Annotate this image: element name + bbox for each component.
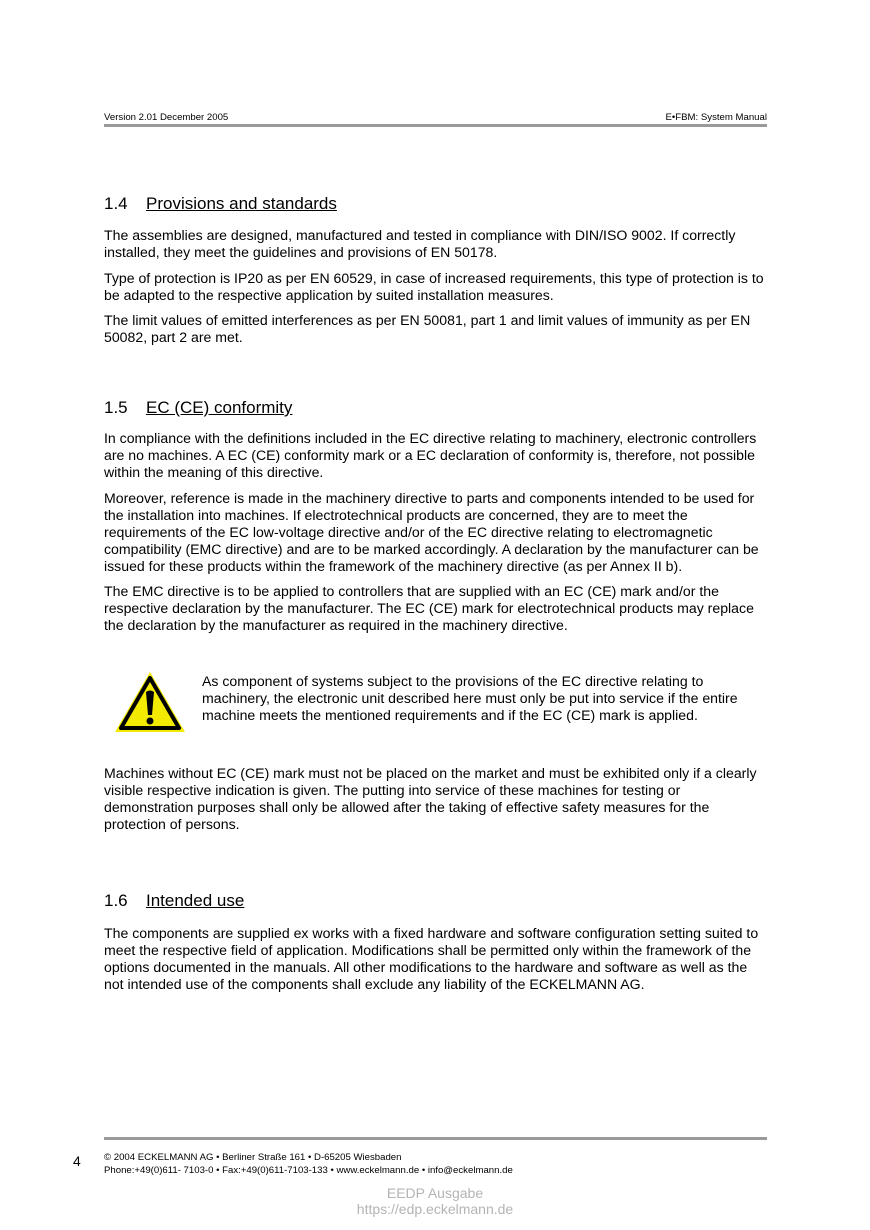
warning-text: As component of systems subject to the provisions of the EC directive relating to machinery, the electronic unit described here must only be put into service if the entire machine meets the mentioned requirements and if the EC (CE) mark is applied. — [202, 673, 738, 723]
footer-address — [104, 1151, 513, 1177]
section-number: 1.4 — [104, 194, 128, 213]
section-title: Provisions and standards — [146, 194, 337, 213]
paragraph: The EMC directive is to be applied to controllers that are supplied with an EC (CE) mark and/or the respective declaration by the manufacturer. The EC (CE) mark for electrotechnical products may replace the declaration by the manufacturer as required in the machinery directive. — [104, 583, 754, 633]
footer-line-2: Phone:+49(0)611- 7103-0 • Fax:+49(0)611-7103-133 • www.eckelmann.de • info@eckelmann.de — [104, 1165, 513, 1176]
page-number: 4 — [73, 1153, 81, 1169]
footer-rule — [104, 1137, 767, 1140]
section-body-1-5 — [104, 430, 768, 643]
section-number: 1.5 — [104, 398, 128, 417]
warning-triangle-icon — [113, 670, 187, 734]
paragraph: Moreover, reference is made in the machinery directive to parts and components intended to be used for the installation into machines. If electrotechnical products are concerned, they are to meet the requirements of the EC low-voltage directive and/or of the EC directive relating to electromagnetic compatibility (EMC directive) and are to be marked accordingly. A declaration by the manufacturer can be issued for these products within the framework of the machinery directive (as per Annex II b). — [104, 489, 759, 574]
header-manual-title: E•FBM: System Manual — [665, 112, 767, 123]
paragraph: The assemblies are designed, manufactured and tested in compliance with DIN/ISO 9002. If correctly installed, they meet the guidelines and provisions of EN 50178. — [104, 227, 736, 260]
footer-line-1: © 2004 ECKELMANN AG • Berliner Straße 161 • D-65205 Wiesbaden — [104, 1152, 402, 1163]
section-heading-1-4 — [104, 194, 337, 214]
section-body-1-5-continued — [104, 765, 768, 842]
section-body-1-4 — [104, 227, 768, 355]
section-title: EC (CE) conformity — [146, 398, 293, 417]
watermark-line-2: https://edp.eckelmann.de — [356, 1201, 514, 1217]
section-title: Intended use — [146, 891, 245, 910]
header-version: Version 2.01 December 2005 — [104, 112, 229, 123]
section-heading-1-5 — [104, 398, 292, 418]
watermark-line-1: EEDP Ausgabe — [386, 1185, 484, 1201]
watermark — [0, 1185, 870, 1217]
paragraph: Machines without EC (CE) mark must not be placed on the market and must be exhibited only if a clearly visible respective indication is given. The putting into service of these machines for testing or demonstration purposes shall only be allowed after the taking of effective safety measures for the protection of persons. — [104, 765, 757, 832]
paragraph: In compliance with the definitions included in the EC directive relating to machinery, electronic controllers are no machines. A EC (CE) conformity mark or a EC declaration of conformity is, therefore, not possible within the meaning of this directive. — [104, 430, 757, 480]
section-number: 1.6 — [104, 891, 128, 910]
section-heading-1-6 — [104, 891, 244, 911]
header-rule — [104, 124, 767, 127]
paragraph: The limit values of emitted interferences as per EN 50081, part 1 and limit values of immunity as per EN 50082, part 2 are met. — [104, 312, 751, 345]
paragraph: The components are supplied ex works with a fixed hardware and software configuration setting suited to meet the respective field of application. Modifications shall be permitted only within the framework of the options documented in the manuals. All other modifications to the hardware and software as well as the not intended use of the components shall exclude any liability of the ECKELMANN AG. — [104, 925, 759, 992]
section-body-1-6 — [104, 925, 768, 1002]
paragraph: Type of protection is IP20 as per EN 60529, in case of increased requirements, this type of protection is to be adapted to the respective application by suited installation measures. — [104, 269, 764, 303]
